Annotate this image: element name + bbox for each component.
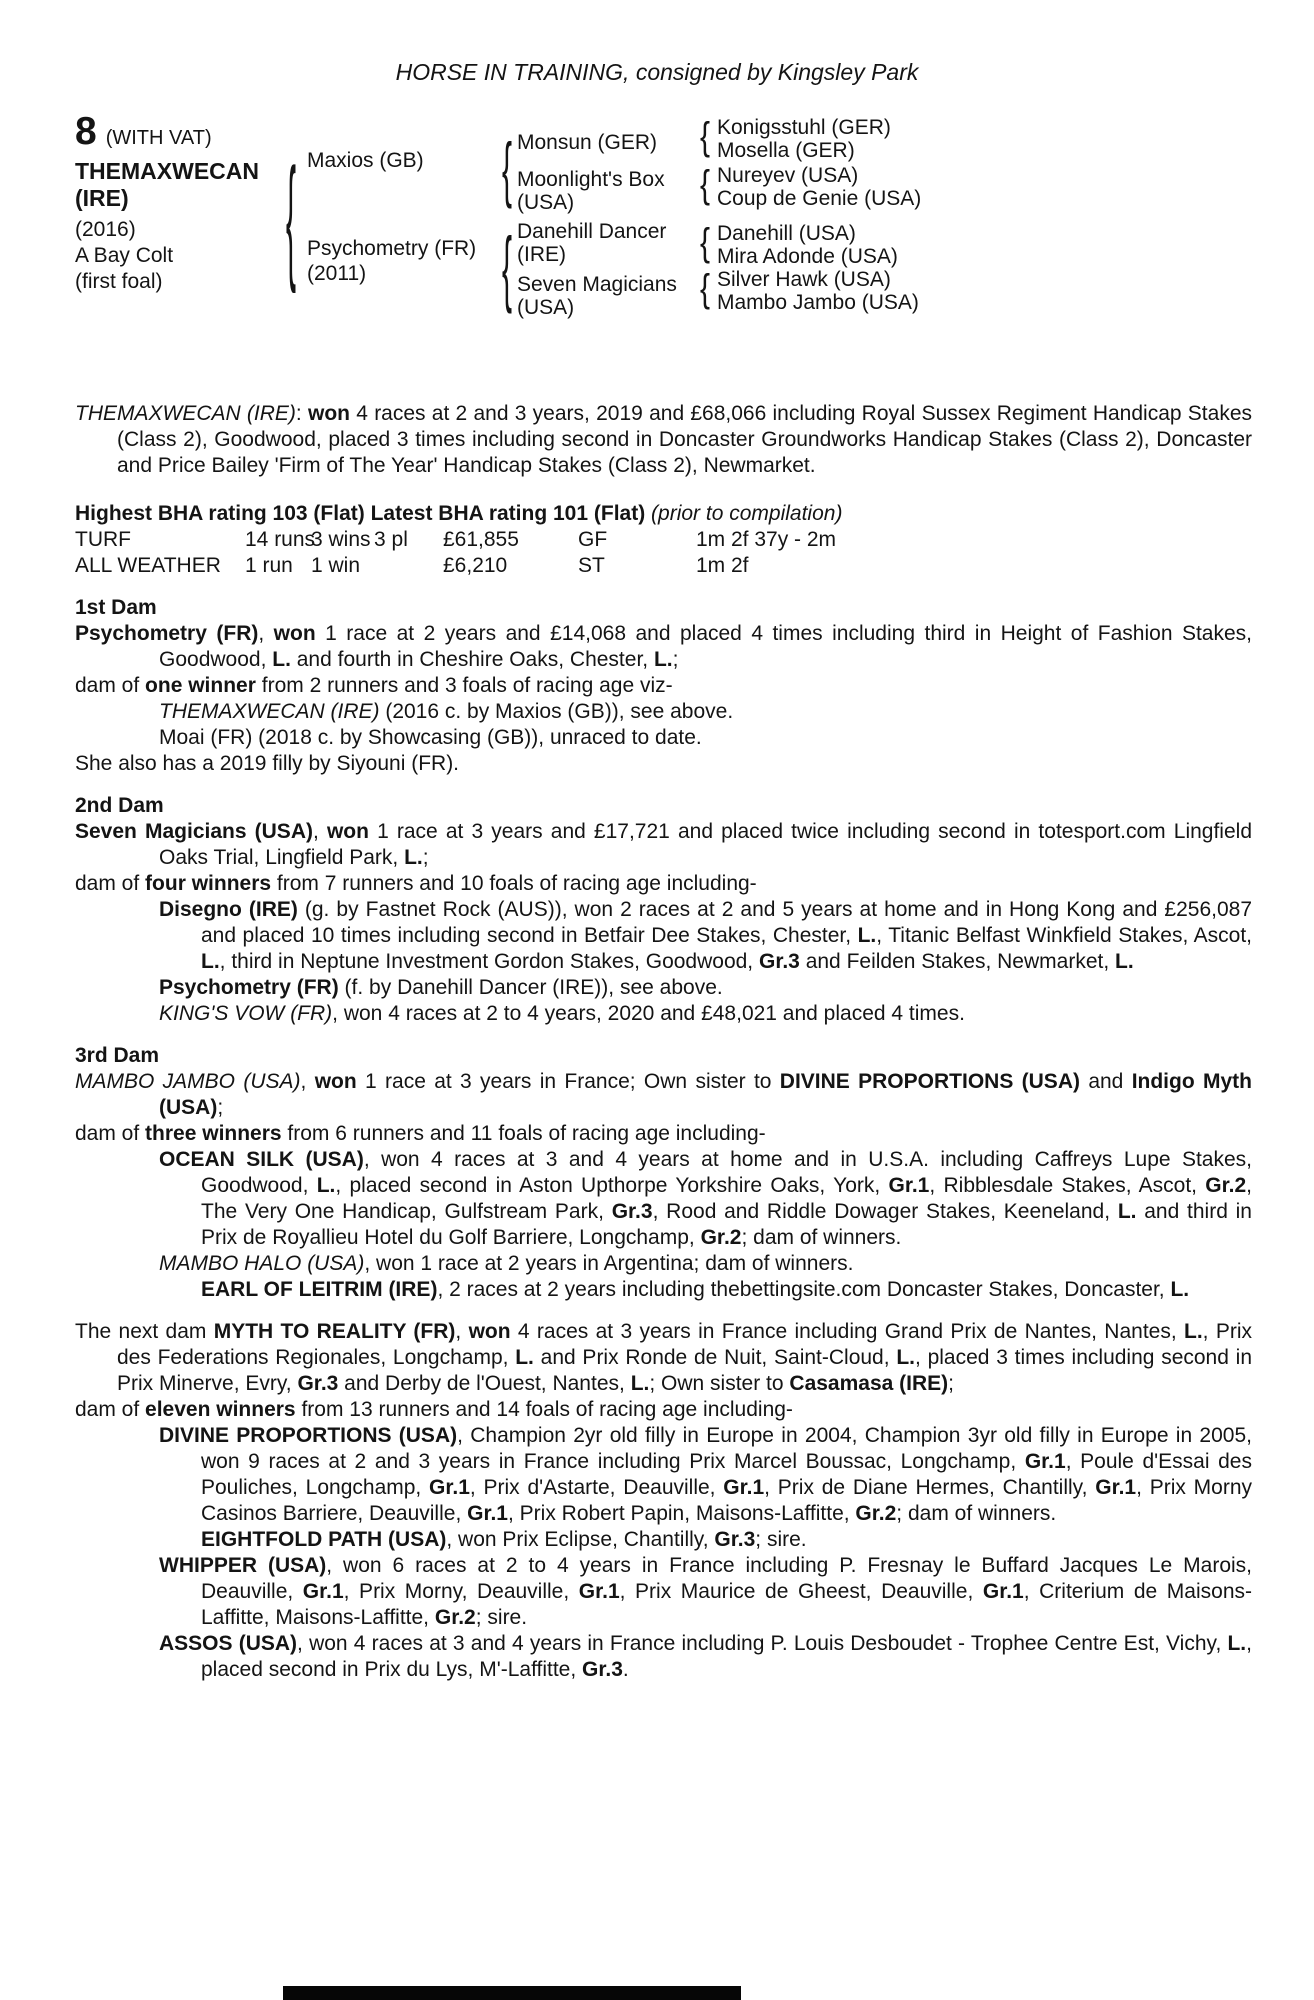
sire-sire-name: Monsun (GER) xyxy=(517,131,658,154)
dam-dam-sire: Silver Hawk (USA) xyxy=(717,268,891,291)
dam-sire-dam: Mira Adonde (USA) xyxy=(717,245,898,268)
text-segment: Gr.1 xyxy=(1024,1450,1066,1473)
paragraph xyxy=(75,621,1252,673)
text-segment: three winners xyxy=(145,1122,282,1145)
text-segment: MYTH TO REALITY (FR) xyxy=(213,1320,456,1343)
dam-heading: 2nd Dam xyxy=(75,794,164,817)
text-segment: , won 4 races at 3 and 4 years in France including P. Louis Desboudet - Trophee Centre Est, Vichy, xyxy=(297,1632,1228,1655)
text-segment: , The Very One Handicap, Gulfstream Park, xyxy=(201,1174,1252,1223)
text-segment: MAMBO JAMBO (USA) xyxy=(75,1070,301,1093)
text-segment: Gr.1 xyxy=(1095,1476,1137,1499)
text-segment: , xyxy=(455,1320,469,1343)
text-segment: 1 race at 3 years and £17,721 and placed twice including second in totesport.com Lingfield Oaks Trial, Lingfield Park, xyxy=(159,820,1252,869)
sire-dam-dam: Coup de Genie (USA) xyxy=(717,187,922,210)
text-segment: won xyxy=(314,1070,357,1093)
ratings-cell: 1 run xyxy=(245,554,293,577)
text-segment: one winner xyxy=(145,674,256,697)
text-segment: , Prix des Federations Regionales, Longchamp, xyxy=(117,1320,1252,1369)
paragraph xyxy=(159,975,1252,1001)
text-segment: ; sire. xyxy=(755,1528,807,1551)
text-segment: four winners xyxy=(145,872,272,895)
catalogue-text xyxy=(75,401,1252,1683)
text-segment: Disegno (IRE) xyxy=(159,898,298,921)
text-segment: Gr.1 xyxy=(578,1580,620,1603)
text-segment: DIVINE PROPORTIONS (USA) xyxy=(779,1070,1080,1093)
text-segment: dam of xyxy=(75,1122,146,1145)
text-segment: , Prix Morny, Deauville, xyxy=(343,1580,579,1603)
text-segment: L. xyxy=(1184,1320,1203,1343)
text-segment: The next dam xyxy=(75,1320,214,1343)
text-segment: (g. by Fastnet Rock (AUS)), won 2 races at 2 and 5 years at home and in Hong Kong and £256,087 and placed 10 times including second in Betfair Dee Stakes, Chester, xyxy=(201,898,1252,947)
text-segment: , Prix Morny Casinos Barriere, Deauville, xyxy=(201,1476,1253,1525)
paragraph xyxy=(159,1251,1252,1277)
text-segment: Gr.3 xyxy=(611,1200,653,1223)
text-segment: , Prix de Diane Hermes, Chantilly, xyxy=(764,1476,1096,1499)
paragraph xyxy=(201,1527,1252,1553)
text-segment: Moai (FR) (2018 c. by Showcasing (GB)), unraced to date. xyxy=(159,726,702,749)
text-segment: , placed 3 times including second in Prix Minerve, Evry, xyxy=(117,1346,1252,1395)
text-segment: , Poule d'Essai des Pouliches, Longchamp, xyxy=(201,1450,1252,1499)
text-segment: and Prix Ronde de Nuit, Saint-Cloud, xyxy=(533,1346,897,1369)
text-segment: L. xyxy=(630,1372,650,1395)
text-segment: ; dam of winners. xyxy=(741,1226,902,1249)
text-segment: MAMBO HALO (USA) xyxy=(159,1252,365,1275)
text-segment: L. xyxy=(404,846,423,869)
paragraph xyxy=(75,1121,1252,1147)
text-segment: from 13 runners and 14 foals of racing age including- xyxy=(295,1398,793,1421)
paragraph xyxy=(75,1319,1252,1397)
text-segment: L. xyxy=(1170,1278,1190,1301)
text-segment: dam of xyxy=(75,872,146,895)
scan-artifact-bar xyxy=(283,1986,741,2000)
text-segment: Highest BHA rating 103 (Flat) Latest BHA rating 101 (Flat) xyxy=(75,502,652,525)
horse-name-suffix: (IRE) xyxy=(75,185,129,211)
text-segment: Casamasa (IRE) xyxy=(789,1372,949,1395)
ratings-cell: ST xyxy=(578,554,605,577)
text-segment: Psychometry (FR) xyxy=(159,976,339,999)
text-segment: , xyxy=(300,1070,315,1093)
paragraph xyxy=(159,1147,1252,1251)
ratings-cell: 1m 2f xyxy=(696,554,749,577)
ratings-cell xyxy=(374,553,443,579)
text-segment: THEMAXWECAN (IRE) xyxy=(159,700,380,723)
text-segment: , xyxy=(258,622,274,645)
ratings-cell: 3 pl xyxy=(374,528,408,551)
text-segment: , won Prix Eclipse, Chantilly, xyxy=(446,1528,715,1551)
dam-heading: 3rd Dam xyxy=(75,1044,160,1067)
text-segment: WHIPPER (USA) xyxy=(159,1554,327,1577)
paragraph xyxy=(159,699,1252,725)
lot-number: 8 xyxy=(75,110,97,153)
vat-note: (WITH VAT) xyxy=(105,127,212,149)
paragraph xyxy=(159,897,1252,975)
text-segment: , Criterium de Maisons-Laffitte, Maisons-Laffitte, xyxy=(201,1580,1252,1629)
ratings-cell: TURF xyxy=(75,528,131,551)
text-segment: Gr.3 xyxy=(758,950,800,973)
text-segment: : xyxy=(295,402,309,425)
paragraph xyxy=(75,673,1252,699)
paragraph xyxy=(159,1001,1252,1027)
dam-dam-name: Seven Magicians (USA) xyxy=(517,273,677,319)
paragraph xyxy=(75,501,1252,527)
sire-sire-sire: Konigsstuhl (GER) xyxy=(717,116,891,139)
text-segment: L. xyxy=(1117,1200,1137,1223)
dam-name xyxy=(307,236,476,286)
dam-heading: 1st Dam xyxy=(75,596,157,619)
sire-dam-grandparents xyxy=(717,164,962,210)
ratings-cell: 1m 2f 37y - 2m xyxy=(696,528,837,551)
text-segment: , placed second in Prix du Lys, M'-Laffitte, xyxy=(201,1632,1252,1681)
sire-name: Maxios (GB) xyxy=(307,149,424,172)
text-segment: , Rood and Riddle Dowager Stakes, Keeneland, xyxy=(652,1200,1118,1223)
pedigree-brace-dd xyxy=(695,267,715,314)
ratings-table xyxy=(75,527,1252,579)
text-segment: L. xyxy=(896,1346,915,1369)
dam-sire-grandparents xyxy=(717,222,962,268)
text-segment: , 2 races at 2 years including thebettingsite.com Doncaster Stakes, Doncaster, xyxy=(437,1278,1171,1301)
text-segment: , Prix Robert Papin, Maisons-Laffitte, xyxy=(507,1502,856,1525)
pedigree-brace-dam xyxy=(497,221,517,322)
text-segment: Gr.2 xyxy=(855,1502,897,1525)
pedigree-brace-sd xyxy=(695,163,715,210)
text-segment: ; xyxy=(672,648,679,671)
ratings-cell: £61,855 xyxy=(443,528,519,551)
text-segment: eleven winners xyxy=(145,1398,296,1421)
text-segment: 1 race at 3 years in France; Own sister to xyxy=(356,1070,780,1093)
text-segment: from 6 runners and 11 foals of racing age including- xyxy=(281,1122,766,1145)
text-segment: from 7 runners and 10 foals of racing age including- xyxy=(271,872,757,895)
paragraph xyxy=(159,1631,1252,1683)
text-segment: OCEAN SILK (USA) xyxy=(159,1148,364,1171)
paragraph xyxy=(75,401,1253,479)
ratings-cell: 14 runs xyxy=(245,528,316,551)
text-segment: L. xyxy=(1115,950,1134,973)
text-segment: L. xyxy=(316,1174,336,1197)
text-segment: L. xyxy=(272,648,291,671)
text-segment: dam of xyxy=(75,674,146,697)
ratings-cell: £6,210 xyxy=(443,554,508,577)
sire-dam-sire: Nureyev (USA) xyxy=(717,164,859,187)
dam-sire-sire: Danehill (USA) xyxy=(717,222,856,245)
paragraph xyxy=(75,871,1252,897)
text-segment: and xyxy=(1079,1070,1132,1093)
text-segment: L. xyxy=(653,648,673,671)
text-segment: , won 4 races at 3 and 4 years at home and in U.S.A. including Caffreys Lupe Stakes, Goodwood, xyxy=(201,1148,1252,1197)
paragraph xyxy=(159,725,1252,751)
text-segment: (prior to compilation) xyxy=(651,502,843,525)
text-segment: , xyxy=(312,820,327,843)
text-segment: EIGHTFOLD PATH (USA) xyxy=(201,1528,447,1551)
text-segment: ; xyxy=(422,846,429,869)
page-title: HORSE IN TRAINING, consigned by Kingsley Park xyxy=(395,59,919,85)
pedigree-brace-ss xyxy=(695,115,715,162)
paragraph xyxy=(159,1553,1253,1631)
paragraph xyxy=(75,819,1252,871)
ratings-row xyxy=(75,527,1252,553)
paragraph xyxy=(75,1069,1252,1121)
text-segment: L. xyxy=(201,950,220,973)
text-segment: , Ribblesdale Stakes, Ascot, xyxy=(929,1174,1206,1197)
paragraph xyxy=(201,1277,1252,1303)
text-segment: Gr.3 xyxy=(582,1658,623,1681)
text-segment: Gr.3 xyxy=(297,1372,339,1395)
ratings-cell: ALL WEATHER xyxy=(75,554,221,577)
horse-name: THEMAXWECAN xyxy=(75,158,259,184)
text-segment: KING'S VOW (FR) xyxy=(159,1002,333,1025)
text-segment: won xyxy=(308,402,351,425)
text-segment: Gr.1 xyxy=(982,1580,1024,1603)
text-segment: (2016 c. by Maxios (GB)), see above. xyxy=(379,700,734,723)
text-segment: and Derby de l'Ouest, Nantes, xyxy=(338,1372,631,1395)
ratings-row xyxy=(75,553,1252,579)
lot-number-row xyxy=(75,112,293,152)
text-segment: . xyxy=(622,1658,629,1681)
text-segment: Gr.1 xyxy=(723,1476,765,1499)
text-segment: won xyxy=(326,820,369,843)
text-segment: L. xyxy=(857,924,877,947)
sire-sire-dam: Mosella (GER) xyxy=(717,139,855,162)
text-segment: Gr.3 xyxy=(714,1528,756,1551)
text-segment: Indigo Myth (USA) xyxy=(159,1070,1252,1119)
paragraph xyxy=(159,1423,1253,1527)
paragraph xyxy=(75,751,1252,777)
text-segment: , won 4 races at 2 to 4 years, 2020 and £48,021 and placed 4 times. xyxy=(332,1002,965,1025)
text-segment: , Prix d'Astarte, Deauville, xyxy=(469,1476,724,1499)
text-segment: She also has a 2019 filly by Siyouni (FR). xyxy=(75,752,460,775)
pedigree-brace-gen1 xyxy=(281,140,301,306)
text-segment: 4 races at 2 and 3 years, 2019 and £68,066 including Royal Sussex Regiment Handicap Stakes (Class 2), Goodwood, placed 3 times including second in Doncaster Groundworks Handicap Stakes (Class 2), Doncaster and Price Bailey 'Firm of The Year' Handicap Stakes (Class 2), Newmarket. xyxy=(117,402,1253,477)
sire-grandparents xyxy=(717,116,962,162)
lot-block xyxy=(75,112,293,295)
text-segment: and third in Prix de Royallieu Hotel du Golf Barriere, Longchamp, xyxy=(201,1200,1252,1249)
text-segment: THEMAXWECAN (IRE) xyxy=(75,402,296,425)
text-segment: Gr.2 xyxy=(700,1226,742,1249)
text-segment: , won 6 races at 2 to 4 years in France including P. Fresnay le Buffard Jacques Le Marois, Deauville, xyxy=(201,1554,1253,1603)
paragraph xyxy=(75,1397,1252,1423)
text-segment: Gr.2 xyxy=(434,1606,476,1629)
text-segment: won xyxy=(468,1320,511,1343)
text-segment: , Titanic Belfast Winkfield Stakes, Ascot, xyxy=(876,924,1252,947)
text-segment: Psychometry (FR) xyxy=(75,622,259,645)
foal-note: (first foal) xyxy=(75,270,163,293)
text-segment: , third in Neptune Investment Gordon Stakes, Goodwood, xyxy=(219,950,759,973)
dam-name-line: Psychometry (FR) xyxy=(307,237,477,260)
dam-dam-dam: Mambo Jambo (USA) xyxy=(717,291,919,314)
text-segment: and fourth in Cheshire Oaks, Chester, xyxy=(290,648,654,671)
pedigree-brace-sire xyxy=(497,129,517,215)
dam-sire-name: Danehill Dancer (IRE) xyxy=(517,220,667,266)
text-segment: , won 1 race at 2 years in Argentina; dam of winners. xyxy=(364,1252,854,1275)
sire-dam-name: Moonlight's Box (USA) xyxy=(517,168,665,214)
text-segment: EARL OF LEITRIM (IRE) xyxy=(201,1278,438,1301)
text-segment: and Feilden Stakes, Newmarket, xyxy=(799,950,1116,973)
pedigree-section xyxy=(75,108,1314,345)
text-segment: ; xyxy=(948,1372,954,1395)
text-segment: DIVINE PROPORTIONS (USA) xyxy=(159,1424,458,1447)
text-segment: ASSOS (USA) xyxy=(159,1632,298,1655)
text-segment: Gr.1 xyxy=(302,1580,344,1603)
text-segment: , placed second in Aston Upthorpe Yorkshire Oaks, York, xyxy=(335,1174,889,1197)
text-segment: won xyxy=(273,622,316,645)
text-segment: from 2 runners and 3 foals of racing age viz- xyxy=(255,674,673,697)
text-segment: , Prix Maurice de Gheest, Deauville, xyxy=(619,1580,983,1603)
dam-dam-grandparents xyxy=(717,268,962,314)
pedigree-brace-ds xyxy=(695,221,715,268)
text-segment: L. xyxy=(1227,1632,1247,1655)
text-segment: Gr.1 xyxy=(467,1502,508,1525)
ratings-cell: 3 wins xyxy=(311,528,371,551)
text-segment: Gr.1 xyxy=(429,1476,470,1499)
text-segment: , Champion 2yr old filly in Europe in 2004, Champion 3yr old filly in Europe in 2005, won 9 races at 2 and 3 years in France including Prix Marcel Boussac, Longchamp, xyxy=(201,1424,1252,1473)
ratings-cell: 1 win xyxy=(311,554,361,577)
text-segment: L. xyxy=(515,1346,534,1369)
text-segment: ; dam of winners. xyxy=(896,1502,1057,1525)
text-segment: 4 races at 3 years in France including Grand Prix de Nantes, Nantes, xyxy=(510,1320,1184,1343)
text-segment: dam of xyxy=(75,1398,146,1421)
text-segment: Gr.2 xyxy=(1205,1174,1247,1197)
ratings-cell: GF xyxy=(578,528,608,551)
text-segment: Gr.1 xyxy=(888,1174,930,1197)
text-segment: ; Own sister to xyxy=(649,1372,790,1395)
text-segment: ; xyxy=(217,1096,224,1119)
text-segment: 1 race at 2 years and £14,068 and placed 4 times including third in Height of Fashion Stakes, Goodwood, xyxy=(159,622,1252,671)
colour-sex: A Bay Colt xyxy=(75,244,174,267)
text-segment: (f. by Danehill Dancer (IRE)), see above. xyxy=(338,976,723,999)
foaling-year: (2016) xyxy=(75,218,136,241)
text-segment: Seven Magicians (USA) xyxy=(75,820,313,843)
text-segment: ; sire. xyxy=(475,1606,528,1629)
dam-year: (2011) xyxy=(307,262,367,285)
